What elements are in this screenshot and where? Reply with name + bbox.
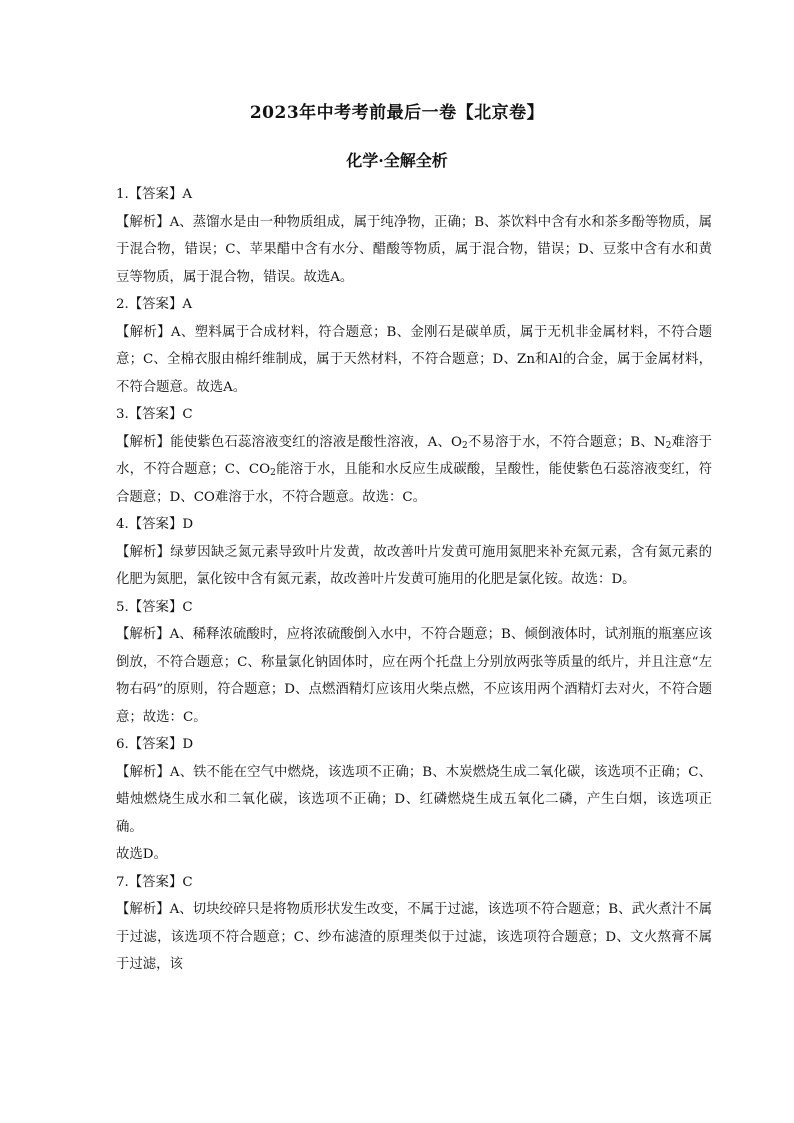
page-title: 2023年中考考前最后一卷【北京卷】 bbox=[249, 103, 545, 123]
analysis-7: 【解析】A、切块绞碎只是将物质形状发生改变，不属于过滤，该选项不符合题意；B、武火煮汁不属于过滤，该选项不符合题意；C、纱布滤渣的原理类似于过滤，该选项符合题意；D、文火熬膏不属于过滤，该 bbox=[116, 902, 712, 972]
analysis-3-text-d: 能溶于水，且能和水反应生成碳酸，呈酸性，能使紫色石蕊溶液变红，符合题意；D、CO难溶于水，不符合题意。故选：C。 bbox=[116, 462, 713, 505]
analysis-6: 【解析】A、铁不能在空气中燃烧，该选项不正确；B、木炭燃烧生成二氧化碳，该选项不正确；C、蜡烛燃烧生成水和二氧化碳，该选项不正确；D、红磷燃烧生成五氧化二磷，产生白烟，该选项正确。 bbox=[116, 764, 712, 835]
analysis-3-text-c: 难溶于水，不符合题意；C、CO bbox=[116, 434, 713, 477]
answer-6: 6.【答案】D bbox=[116, 737, 194, 752]
subscript-co2: 2 bbox=[270, 468, 276, 478]
analysis-4: 【解析】绿萝因缺乏氮元素导致叶片发黄，故改善叶片发黄可施用氮肥来补充氮元素，含有氮元素的化肥为氮肥，氯化铵中含有氮元素，故改善叶片发黄可施用的化肥是氯化铵。故选：D。 bbox=[116, 544, 712, 587]
answer-7: 7.【答案】C bbox=[116, 874, 193, 890]
page-subtitle: 化学·全解全析 bbox=[346, 151, 448, 170]
analysis-1: 【解析】A、蒸馏水是由一种物质组成，属于纯净物，正确；B、茶饮料中含有水和茶多酚等物质，属于混合物，错误；C、苹果醋中含有水分、醋酸等物质，属于混合物，错误；D、豆浆中含有水和黄豆等物质，属于混合物，错误。故选A。 bbox=[116, 214, 712, 285]
analysis-3 bbox=[116, 429, 712, 512]
analysis-2: 【解析】A、塑料属于合成材料，符合题意；B、金刚石是碳单质，属于无机非金属材料，不符合题意；C、全棉衣服由棉纤维制成，属于天然材料，不符合题意；D、Zn和Al的合金，属于金属材料，不符合题意。故选A。 bbox=[116, 324, 712, 395]
analysis-6-conclusion: 故选D。 bbox=[116, 847, 167, 862]
subscript-o2: 2 bbox=[462, 440, 468, 451]
answer-4: 4.【答案】D bbox=[116, 517, 194, 532]
analysis-3-text-b: 不易溶于水，不符合题意；B、N bbox=[467, 434, 666, 450]
answer-1: 1.【答案】A bbox=[116, 187, 193, 202]
analysis-5: 【解析】A、稀释浓硫酸时，应将浓硫酸倒入水中，不符合题意；B、倾倒液体时，试剂瓶的瓶塞应该倒放，不符合题意；C、称量氯化钠固体时，应在两个托盘上分别放两张等质量的纸片，并且注意“左物右码”的原则，符合题意；D、点燃酒精灯应该用火柴点燃，不应该用两个酒精灯去对火，不符合题意；故选：C。 bbox=[116, 627, 712, 725]
analysis-3-text-a: 【解析】能使紫色石蕊溶液变红的溶液是酸性溶液，A、O bbox=[116, 434, 463, 450]
answer-list bbox=[116, 181, 712, 979]
answer-3: 3.【答案】C bbox=[116, 407, 193, 422]
answer-2: 2.【答案】A bbox=[116, 297, 193, 312]
subscript-n2: 2 bbox=[665, 440, 672, 451]
answer-5: 5.【答案】C bbox=[116, 599, 193, 615]
